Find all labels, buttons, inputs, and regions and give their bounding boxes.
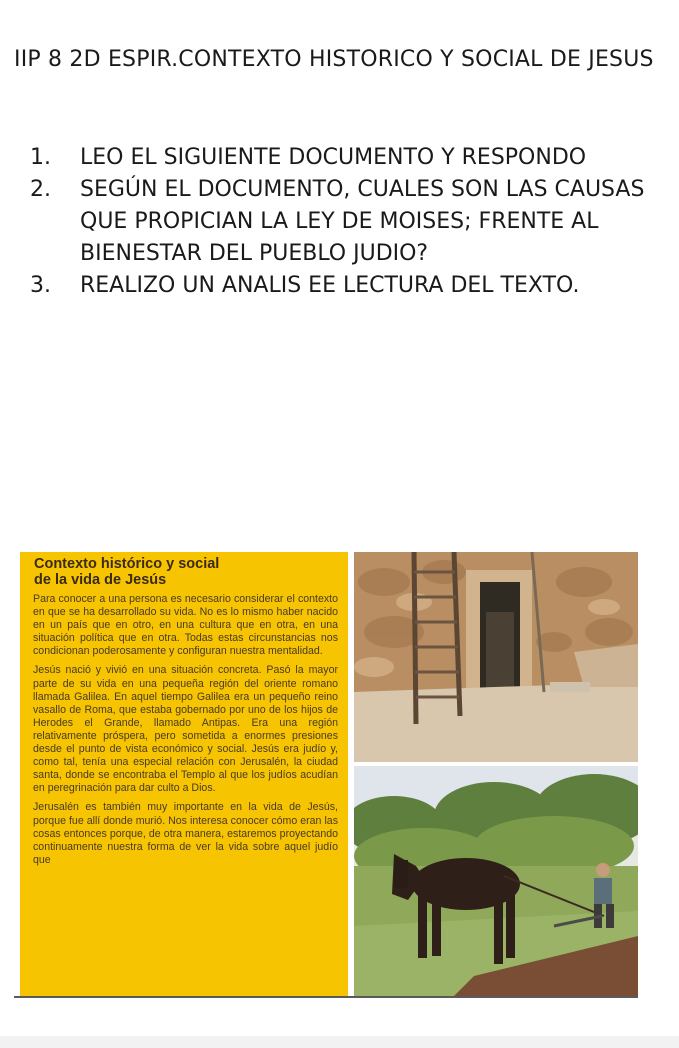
task-number: 2.	[30, 177, 51, 202]
panel-heading	[34, 556, 334, 588]
task-number: 1.	[30, 145, 51, 170]
task-item	[30, 270, 650, 302]
page-footer-bar	[0, 1036, 679, 1048]
horse-plowing-photo	[354, 766, 638, 996]
heading-line-2: de la vida de Jesús	[34, 572, 167, 588]
task-number: 3.	[30, 273, 51, 298]
task-item	[30, 174, 650, 270]
paragraph: Para conocer a una persona es necesario considerar el contexto en que se ha desarrollado su vida. No es lo mismo haber nacido en un país que en otro, en una cultura que en otra, en una situación política que en otra. Todas estas circunstancias nos condicionan poderosamente y configuran nuestra mentalidad.	[33, 593, 338, 658]
task-item	[30, 142, 650, 174]
task-text: SEGÚN EL DOCUMENTO, CUALES SON LAS CAUSAS QUE PROPICIAN LA LEY DE MOISES; FRENTE AL BIENESTAR DEL PUEBLO JUDIO?	[80, 177, 645, 266]
task-text: REALIZO UN ANALIS EE LECTURA DEL TEXTO.	[80, 273, 580, 298]
stone-house-photo	[354, 552, 638, 762]
heading-line-1: Contexto histórico y social	[34, 556, 220, 572]
panel-body	[33, 593, 338, 873]
text-panel	[20, 552, 348, 996]
paragraph: Jerusalén es también muy importante en la vida de Jesús, porque fue allí donde murió. Nos interesa conocer cómo eran las cosas entonces porque, de otra manera, estaremos proyectando continuamente nuestra forma de ver la vida sobre aquel judío que	[33, 801, 338, 866]
task-list	[30, 142, 650, 302]
task-text: LEO EL SIGUIENTE DOCUMENTO Y RESPONDO	[80, 145, 587, 170]
title-text: IIP 8 2D ESPIR.CONTEXTO HISTORICO Y SOCIAL DE JESUS	[14, 47, 654, 72]
paragraph: Jesús nació y vivió en una situación concreta. Pasó la mayor parte de su vida en una pequeña región del oriente romano llamada Galilea. En aquel tiempo Galilea era un pequeño reino vasallo de Roma, que estaba gobernado por uno de los hijos de Herodes el Grande, llamado Antipas. Era una región relativamente próspera, pero sometida a enormes presiones desde el punto de vista económico y social. Jesús era judío y, como tal, tenía una especial relación con Jerusalén, la ciudad santa, donde se encontraba el Templo al que los judíos acudían en peregrinación para dar culto a Dios.	[33, 664, 338, 795]
textbook-page-image	[14, 552, 638, 998]
document-title	[14, 40, 654, 80]
